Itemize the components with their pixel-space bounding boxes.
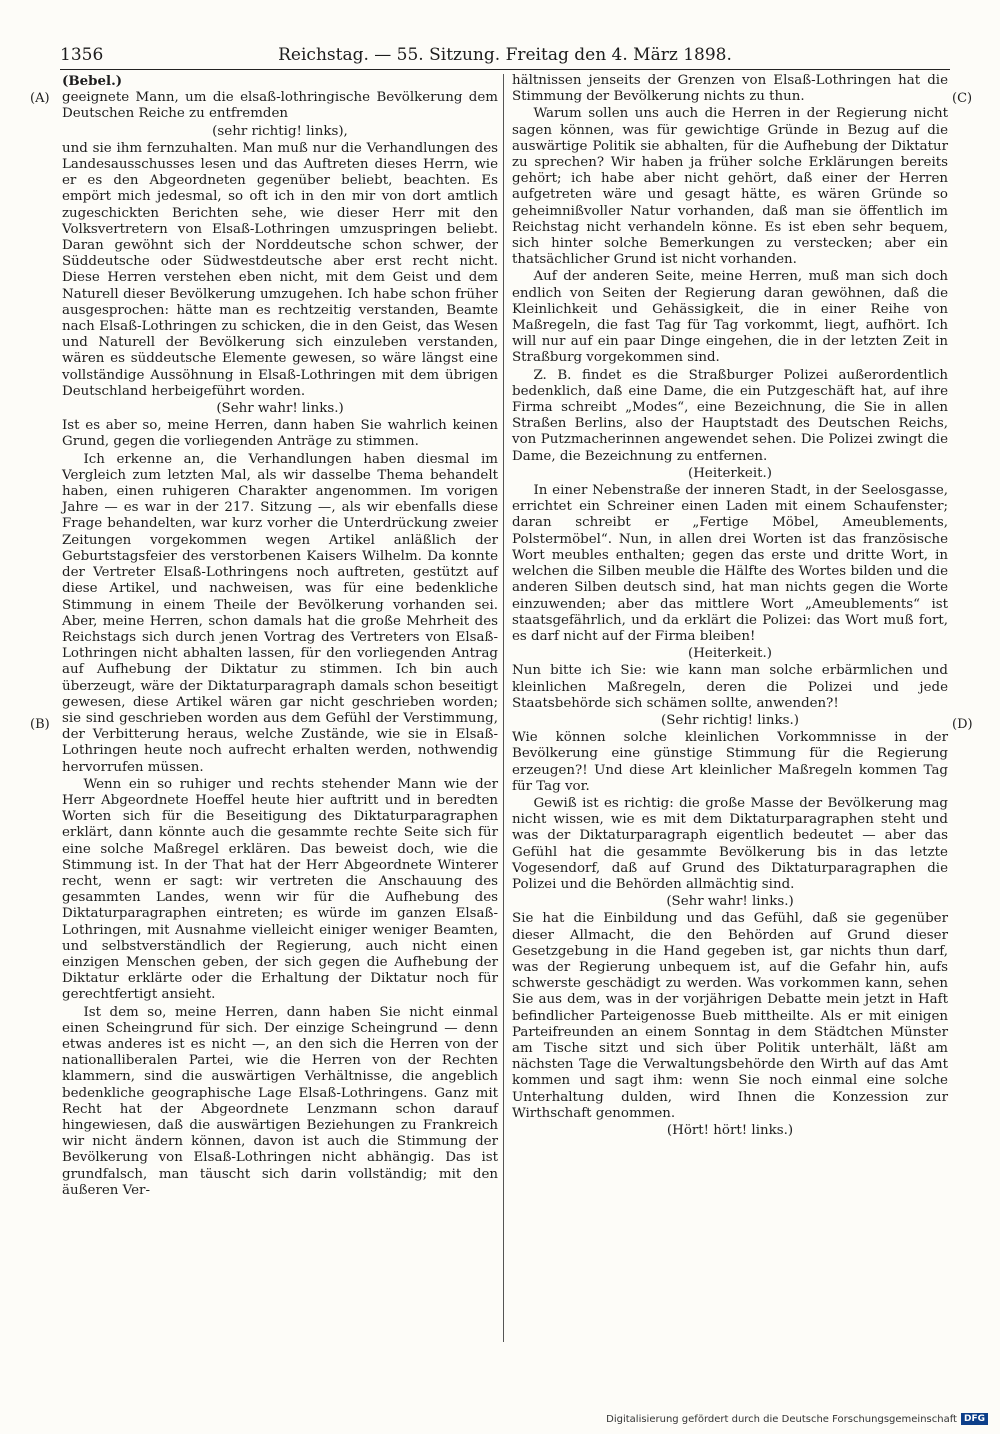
margin-mark-b: (B): [30, 717, 50, 732]
paragraph: Sie hat die Einbildung und das Gefühl, daß sie gegenüber dieser Allmacht, die den Behörden auf Grund dieser Gesetzgebung in die Hand gegeben ist, gar nichts thun darf, was der Regierung unbequem ist, auf die Gefahr hin, aufs schwerste geschädigt zu werden. Was vorkommen kann, sehen Sie aus dem, was in der vorjährigen Debatte mein jetzt in Haft befindlicher Parteigenosse Bueb mittheilte. Als er mit einigen Parteifreunden an einem Sonntag in dem Städtchen Münster am Tische sitzt und sich über Politik unterhält, läßt am nächsten Tage die Verwaltungsbehörde den Wirth auf das Amt kommen und sagt ihm: wenn Sie noch einmal eine solche Unterhaltung dulden, wird Ihnen die Konzession zur Wirthschaft genommen.: [512, 911, 948, 1121]
interjection: (Sehr wahr! links.): [666, 894, 794, 910]
paragraph: Ist dem so, meine Herren, dann haben Sie nicht einmal einen Scheingrund für sich. Der einzige Scheingrund — denn etwas anderes ist es nicht —, an den sich die Herren von der nationalliberalen Partei, wie die Herren von der Rechten klammern, sind die auswärtigen Verhältnisse, die angeblich bedenkliche geographische Lage Elsaß-Lothringens. Ganz mit Recht hat der Abgeordnete Lenzmann schon darauf hingewiesen, daß die auswärtigen Beziehungen zu Frankreich wir nicht ändern können, davon ist auch die Stimmung der Bevölkerung von Elsaß-Lothringen nicht abhängig. Das ist grundfalsch, man täuscht sich darin vollständig; mit den äußeren Ver-: [62, 1004, 498, 1198]
running-header: [60, 45, 950, 70]
paragraph: Z. B. findet es die Straßburger Polizei außerordentlich bedenklich, daß eine Dame, die ein Putzgeschäft hat, auf ihre Firma schreibt „Modes“, eine Bezeichnung, die Sie in allen Straßen Berlins, also der Hauptstadt des Deutschen Reichs, von Putzmacherinnen angewendet sehen. Die Polizei zwingt die Dame, die Bezeichnung zu entfernen.: [512, 367, 948, 464]
column-divider: [503, 74, 504, 1342]
page-number: 1356: [60, 45, 104, 65]
paragraph: In einer Nebenstraße der inneren Stadt, in der Seelosgasse, errichtet ein Schreiner einen Laden mit einem Schaufenster; daran schreibt er „Fertige Möbel, Ameublements, Polstermöbel“. Nun, in allen drei Worten ist das französische Wort meubles enthalten; gegen das erste und dritte Wort, in welchen die Silben meuble die Hälfte des Wortes bilden und die anderen Silben deutsch sind, hat man nichts gegen die Worte einzuwenden; aber das mittlere Wort „Ameublements“ ist staatsgefährlich, und da erklärt die Polizei: das Wort muß fort, es darf nicht auf der Firma bleiben!: [512, 483, 948, 644]
interjection: (Hört! hört! links.): [666, 1123, 794, 1138]
footer-text: Digitalisierung gefördert durch die Deutsche Forschungsgemeinschaft: [606, 1413, 957, 1425]
interjection: (Heiterkeit.): [688, 465, 772, 481]
right-column: [512, 73, 948, 1140]
footer-credit: [606, 1413, 988, 1425]
left-column: [62, 73, 498, 1200]
running-title: Reichstag. — 55. Sitzung. Freitag den 4. März 1898.: [278, 45, 732, 65]
paragraph: Gewiß ist es richtig: die große Masse der Bevölkerung mag nicht wissen, wie es mit dem Diktaturparagraphen steht und was der Diktaturparagraph eigentlich bedeutet — aber das Gefühl hat die gesammte Bevölkerung bis in das letzte Vogesendorf, daß auf Grund des Diktaturparagraphen die Polizei und die Behörden allmächtig sind.: [512, 795, 948, 892]
speaker-label: (Bebel.): [62, 73, 123, 89]
paragraph: Auf der anderen Seite, meine Herren, muß man sich doch endlich von Seiten der Regierung daran gewöhnen, daß die Kleinlichkeit und Gehässigkeit, die in einer Reihe von Maßregeln, die fast Tag für Tag vorkommt, liegt, aufhört. Ich will nur auf ein paar Dinge eingehen, die in der letzten Zeit in Straßburg vorgekommen sind.: [512, 269, 948, 366]
paragraph: Warum sollen uns auch die Herren in der Regierung nicht sagen können, was für gewichtige Gründe in Bezug auf die auswärtige Politik sie abhalten, für die Aufhebung der Diktatur zu sprechen? Wir haben ja früher solche Erklärungen bereits gehört; ich habe aber nicht gehört, daß einer der Herren aufgetreten wäre und gesagt hätte, es wären Gründe so geheimnißvoller Natur vorhanden, daß man sie öffentlich im Reichstag nicht verhandeln könne. Es ist eben sehr bequem, sich hinter solche Bemerkungen zu verstecken; aber ein thatsächlicher Grund ist nicht vorhanden.: [512, 106, 948, 268]
paragraph: Ist es aber so, meine Herren, dann haben Sie wahrlich keinen Grund, gegen die vorliegenden Anträge zu stimmen.: [62, 418, 498, 450]
paragraph: Wenn ein so ruhiger und rechts stehender Mann wie der Herr Abgeordnete Hoeffel heute hier auftritt und in beredten Worten sich für die Beseitigung des Diktaturparagraphen erklärt, dann könnte auch die gesammte rechte Seite sich für eine solche Maßregel erklären. Das beweist doch, wie die Stimmung ist. In der That hat der Herr Abgeordnete Winterer recht, wenn er sagt: wir vertreten die Anschauung des gesammten Landes, wenn wir für die Aufhebung des Diktaturparagraphen eintreten; es würde im ganzen Elsaß-Lothringen, mit Ausnahme vielleicht einiger weniger Beamten, und selbstverständlich der Regierung, auch nicht einen einzigen Menschen geben, der sich gegen die Aufhebung der Diktatur erklärte oder die Erhaltung der Diktatur noch für gerechtfertigt ansieht.: [62, 776, 498, 1003]
interjection: (Sehr richtig! links.): [661, 712, 799, 728]
interjection: (Heiterkeit.): [688, 646, 772, 662]
interjection: (sehr richtig! links),: [212, 123, 348, 139]
margin-mark-c: (C): [952, 91, 973, 106]
paragraph: und sie ihm fernzuhalten. Man muß nur die Verhandlungen des Landesausschusses lesen und das Auftreten dieses Herrn, wie er es den Abgeordneten gegenüber beliebt, beachten. Es empört mich jedesmal, so oft ich in den mir von dort amtlich zugeschickten Berichten sehe, wie dieser Herr mit den Volksvertretern von Elsaß-Lothringen umzuspringen beliebt. Daran gewöhnt sich der Norddeutsche schon schwer, der Süddeutsche oder Südwestdeutsche aber erst recht nicht. Diese Herren verstehen eben nicht, mit dem Geist und dem Naturell dieser Bevölkerung umzugehen. Ich habe schon früher ausgesprochen: hätte man es rechtzeitig verstanden, Beamte nach Elsaß-Lothringen zu schicken, die in den Geist, das Wesen und Naturell der Bevölkerung sich einzuleben verstanden, wären es süddeutsche Elemente gewesen, so wäre längst eine vollständige Aussöhnung in Elsaß-Lothringen mit dem übrigen Deutschland herbeigeführt worden.: [62, 140, 498, 399]
margin-mark-d: (D): [952, 717, 973, 732]
interjection: (Sehr wahr! links.): [216, 401, 344, 417]
paragraph: Nun bitte ich Sie: wie kann man solche erbärmlichen und kleinlichen Maßregeln, deren die Polizei und jede Staatsbehörde sich schämen sollte, anwenden?!: [512, 663, 948, 711]
paragraph: Wie können solche kleinlichen Vorkommnisse in der Bevölkerung eine günstige Stimmung für die Regierung erzeugen?! Und diese Art kleinlicher Maßregeln kommen Tag für Tag vor.: [512, 730, 948, 794]
margin-mark-a: (A): [30, 91, 50, 106]
dfg-logo: DFG: [961, 1413, 988, 1425]
paragraph: geeignete Mann, um die elsaß-lothringische Bevölkerung dem Deutschen Reiche zu entfremden: [62, 90, 498, 122]
paragraph: hältnissen jenseits der Grenzen von Elsaß-Lothringen hat die Stimmung der Bevölkerung nichts zu thun.: [512, 73, 948, 105]
paragraph: Ich erkenne an, die Verhandlungen haben diesmal im Vergleich zum letzten Mal, als wir dasselbe Thema behandelt haben, einen ruhigeren Charakter angenommen. Im vorigen Jahre — es war in der 217. Sitzung —, als wir ebenfalls diese Frage behandelten, war kurz vorher die Unterdrückung zweier Zeitungen vorgekommen wegen Artikel anläßlich der Geburtstagsfeier des verstorbenen Kaisers Wilhelm. Da konnte der Vertreter Elsaß-Lothringens noch auftreten, gestützt auf diese Artikel, und nachweisen, was für eine bedenkliche Stimmung in einem Theile der Bevölkerung vorhanden sei. Aber, meine Herren, schon damals hat die große Mehrheit des Reichstags sich durch jenen Vortrag des Vertreters von Elsaß-Lothringen nicht abhalten lassen, für den vorliegenden Antrag auf Aufhebung der Diktatur zu stimmen. Ich bin auch überzeugt, wäre der Diktaturparagraph damals schon beseitigt gewesen, diese Artikel wären gar nicht geschrieben worden; sie sind geschrieben worden aus dem Gefühl der Verstimmung, der Verbitterung heraus, welche Zustände, wie sie in Elsaß-Lothringen heute noch aufrecht erhalten werden, nothwendig hervorrufen müssen.: [62, 451, 498, 775]
